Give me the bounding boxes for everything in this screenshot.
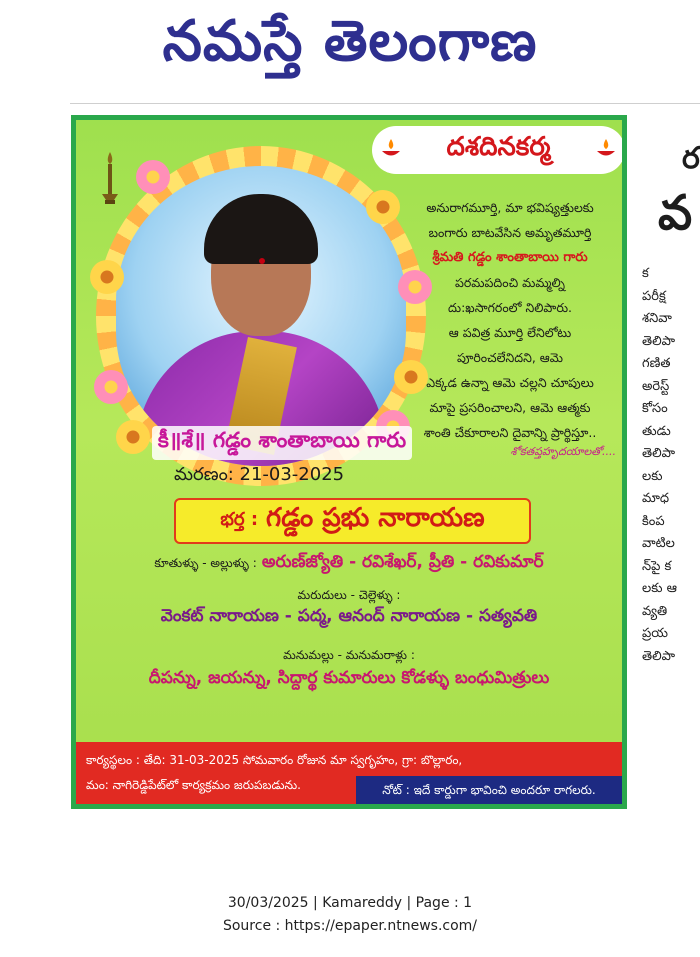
ad-heading: దశదినకర్మ — [446, 132, 551, 162]
message-line: మాపై ప్రసరించాలని, ఆమె ఆత్మకు — [429, 400, 591, 415]
deceased-name: కీ॥శే॥ గడ్డం శాంతాబాయి గారు — [152, 426, 412, 460]
death-date: మరణం: 21-03-2025 — [174, 464, 345, 485]
article-text-fragment: కింప — [642, 513, 665, 529]
message-line-name: శ్రీమతి గడ్డం శాంతాబాయి గారు — [432, 250, 588, 265]
article-text-fragment: పరీక్ష — [642, 288, 666, 304]
article-text-fragment: శనివా — [642, 311, 672, 326]
grandchildren-value: దీపన్ను, జయన్ను, సిద్దార్థ కుమారులు కోడళ్ళు బంధుమిత్రులు — [148, 668, 550, 688]
article-text-fragment: లకు — [642, 468, 663, 484]
article-text-fragment: తెలిపా — [642, 446, 676, 461]
brothers-value: వెంకట్ నారాయణ - పద్మ, ఆనంద్ నారాయణ - సత్యవతి — [160, 606, 538, 626]
oil-lamp-icon — [100, 150, 120, 212]
article-text-fragment: వ్యతి — [642, 603, 668, 619]
article-text-fragment: అరెస్ట్ — [642, 378, 670, 394]
sign-off: శోకతప్తహృదయాలతో.... — [510, 445, 616, 458]
article-text-fragment: తుడు — [642, 423, 671, 439]
article-text-fragment: న్‌పై క — [642, 558, 672, 574]
page-caption-edition: 30/03/2025 | Kamareddy | Page : 1 — [227, 895, 473, 911]
note-box: నోట్ : ఇదే కార్డుగా భావించి అందరూ రాగలరు. — [356, 776, 622, 804]
daughters-label: కూతుళ్ళు - అల్లుళ్ళు : — [154, 556, 257, 570]
message-line: బంగారు బాటవేసిన అమృతమూర్తి — [428, 225, 592, 240]
family-label-row — [76, 584, 622, 605]
brothers-label: మరుదులు - చెల్లెళ్ళు : — [297, 588, 401, 602]
ad-heading-ribbon — [372, 126, 625, 174]
message-line: దు:ఖసాగరంలో నిలిపారు. — [447, 300, 573, 315]
message-line: ఎక్కడ ఉన్నా ఆమె చల్లని చూపులు — [426, 375, 594, 390]
article-text-fragment: తెలిపా — [642, 333, 676, 349]
flower-decoration — [366, 190, 400, 224]
daughters-value: అరుణ్‌జ్యోతి - రవిశేఖర్, ప్రీతి - రవికుమార్ — [261, 552, 544, 572]
flower-decoration — [90, 260, 124, 294]
page-caption-source: Source : https://epaper.ntnews.com/ — [222, 918, 478, 934]
flower-decoration — [116, 420, 150, 454]
venue-line: కార్యస్థలం : తేది: 31-03-2025 సోమవారం రోజున మా స్వగృహం, గ్రా: బొల్లారం, — [86, 753, 463, 767]
adjacent-article-fragment — [628, 115, 700, 815]
diya-lamp-icon — [595, 138, 617, 160]
family-label-row — [76, 644, 622, 665]
article-text-fragment: వాటిల — [642, 536, 675, 551]
obituary-advertisement — [71, 115, 627, 809]
husband-banner — [174, 498, 531, 544]
tribute-message — [396, 195, 624, 445]
family-row-daughters — [76, 552, 622, 576]
newspaper-masthead: నమస్తే తెలంగాణ — [162, 9, 538, 74]
flower-decoration — [94, 370, 128, 404]
message-line: పరమపదించి మమ్మల్ని — [455, 275, 565, 290]
article-text-fragment: లకు ఆ — [642, 581, 678, 596]
message-line: ఆ పవిత్ర మూర్తి లేనిలోటు — [448, 325, 572, 340]
family-row-grandchildren — [76, 668, 622, 692]
deceased-portrait — [116, 166, 406, 466]
masthead-divider — [70, 103, 700, 104]
husband-name: గడ్డం ప్రభు నారాయణ — [266, 503, 485, 533]
article-text-fragment: మాధ — [642, 491, 670, 506]
article-headline-fragment: వ — [658, 185, 693, 241]
diya-lamp-icon — [380, 138, 402, 160]
article-text-fragment: గణిత — [642, 356, 671, 371]
family-row-brothers — [76, 606, 622, 630]
grandchildren-label: మనుమల్లు - మనుమరాళ్లు : — [283, 648, 415, 662]
message-line: అనురాగమూర్తి, మా భవిష్యత్తులకు — [426, 200, 594, 215]
article-text-fragment: కోసం — [642, 401, 668, 416]
article-text-fragment: తెలిపా — [642, 648, 676, 664]
husband-label: భర్త : — [220, 508, 259, 530]
article-heading-fragment: ర — [682, 141, 700, 176]
venue-bar — [76, 742, 622, 804]
message-line: పూరించలేనిదని, ఆమె — [457, 350, 563, 365]
message-line: శాంతి చేకూరాలని దైవాన్ని ప్రార్థిస్తూ.. — [423, 425, 597, 440]
venue-line: మం: నాగిరెడ్డిపేట్‌లో కార్యక్రమం జరుపబడును. — [86, 778, 301, 792]
article-text-fragment: ప్రయ — [642, 626, 668, 641]
flower-decoration — [136, 160, 170, 194]
article-text-fragment: క — [642, 266, 649, 281]
